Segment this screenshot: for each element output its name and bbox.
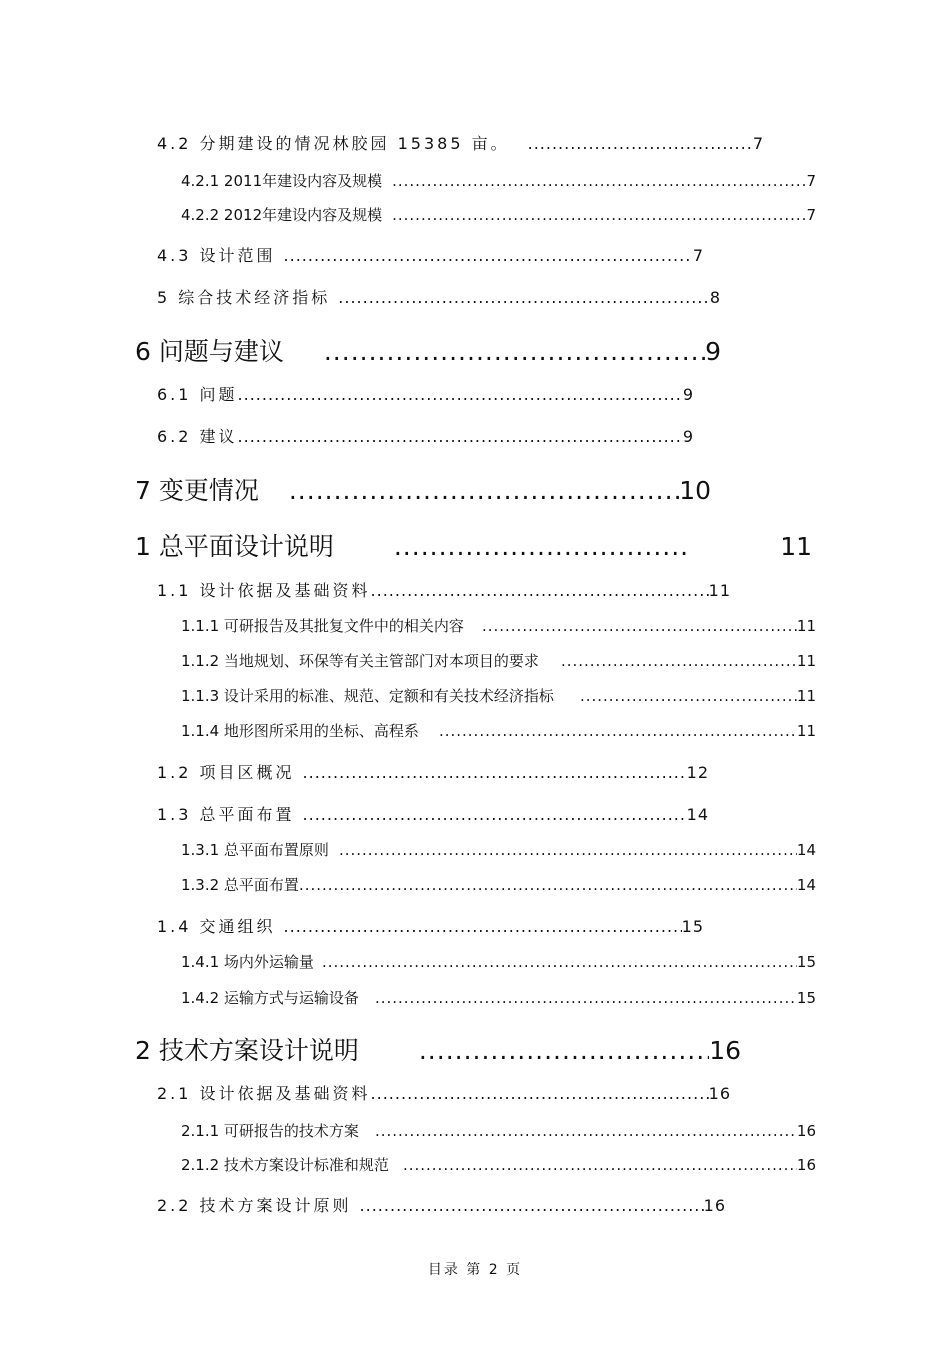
toc-chapter-page: 10 <box>679 476 711 505</box>
toc-entry-page: 11 <box>708 581 731 600</box>
toc-entry[interactable] <box>157 802 709 824</box>
toc-entry[interactable] <box>181 650 816 670</box>
toc-entry-page: 16 <box>796 1122 816 1140</box>
toc-entry-page: 15 <box>796 953 816 971</box>
toc-chapter[interactable] <box>135 1031 741 1065</box>
toc-entry-page: 16 <box>708 1084 731 1103</box>
toc-leader-dots <box>580 687 797 705</box>
toc-entry-page: 11 <box>796 617 816 635</box>
toc-leader-dots <box>419 1036 709 1065</box>
toc-entry[interactable] <box>157 382 694 404</box>
toc-leader-dots <box>528 134 753 153</box>
toc-leader-dots <box>394 532 686 561</box>
toc-entry-label: 1.3.2 总平面布置 <box>181 876 299 894</box>
toc-entry[interactable] <box>181 615 816 635</box>
toc-leader-dots <box>403 1156 797 1174</box>
toc-entry-label: 2.1 设计依据及基础资料 <box>157 1084 371 1103</box>
toc-entry-page: 14 <box>796 841 816 859</box>
toc-leader-dots <box>371 581 709 600</box>
toc-leader-dots <box>482 617 797 635</box>
toc-entry-page: 16 <box>796 1156 816 1174</box>
toc-entry[interactable] <box>181 1120 816 1140</box>
toc-entry-page: 9 <box>682 385 694 404</box>
toc-entry[interactable] <box>181 1154 816 1174</box>
toc-entry-label: 1.3 总平面布置 <box>157 805 295 824</box>
toc-entry[interactable] <box>181 204 816 224</box>
toc-leader-dots <box>392 172 806 190</box>
toc-entry-page: 11 <box>796 652 816 670</box>
toc-leader-dots <box>360 1196 704 1215</box>
toc-entry-label: 1.1.1 可研报告及其批复文件中的相关内容 <box>181 617 464 635</box>
toc-entry-label: 1.4.1 场内外运输量 <box>181 953 314 971</box>
toc-entry-page: 11 <box>796 722 816 740</box>
toc-leader-dots <box>338 288 710 307</box>
toc-entry-page: 14 <box>796 876 816 894</box>
toc-leader-dots <box>303 763 687 782</box>
toc-entry-label: 1.1.4 地形图所采用的坐标、高程系 <box>181 722 419 740</box>
toc-chapter-page: 9 <box>705 337 721 366</box>
toc-entry-page: 7 <box>806 206 816 224</box>
toc-leader-dots <box>289 476 679 505</box>
toc-leader-dots <box>238 385 683 404</box>
toc-leader-dots <box>439 722 797 740</box>
toc-entry[interactable] <box>157 424 694 446</box>
toc-entry-page: 15 <box>796 989 816 1007</box>
toc-entry[interactable] <box>181 720 816 740</box>
toc-entry-page: 9 <box>682 427 694 446</box>
toc-entry-label: 2.2 技术方案设计原则 <box>157 1196 352 1215</box>
toc-entry[interactable] <box>181 839 816 859</box>
toc-entry-label: 1.1 设计依据及基础资料 <box>157 581 371 600</box>
toc-leader-dots <box>284 246 693 265</box>
toc-entry-page: 7 <box>752 134 764 153</box>
toc-leader-dots <box>375 1122 797 1140</box>
toc-chapter[interactable] <box>135 527 812 561</box>
toc-entry-page: 16 <box>703 1196 726 1215</box>
toc-leader-dots <box>392 206 806 224</box>
toc-entry[interactable] <box>181 987 816 1007</box>
toc-entry[interactable] <box>157 1193 726 1215</box>
toc-entry-label: 1.3.1 总平面布置原则 <box>181 841 329 859</box>
toc-entry[interactable] <box>157 243 704 265</box>
toc-entry-label: 4.2 分期建设的情况林胶园 15385 亩。 <box>157 134 510 153</box>
toc-entry[interactable] <box>157 914 704 936</box>
toc-chapter-page: 16 <box>709 1036 741 1065</box>
toc-entry[interactable] <box>157 1081 731 1103</box>
toc-leader-dots <box>322 953 797 971</box>
toc-entry-label: 5 综合技术经济指标 <box>157 288 331 307</box>
toc-leader-dots <box>238 427 683 446</box>
toc-entry-page: 7 <box>692 246 704 265</box>
toc-chapter-label: 7 变更情况 <box>135 476 259 505</box>
toc-leader-dots <box>375 989 797 1007</box>
toc-entry-label: 1.4 交通组织 <box>157 917 276 936</box>
toc-entry[interactable] <box>157 760 709 782</box>
toc-entry-label: 1.2 项目区概况 <box>157 763 295 782</box>
toc-entry-page: 15 <box>681 917 704 936</box>
toc-entry-label: 1.1.3 设计采用的标准、规范、定额和有关技术经济指标 <box>181 687 554 705</box>
toc-chapter[interactable] <box>135 332 721 366</box>
toc-entry-label: 6.1 问题 <box>157 385 238 404</box>
toc-entry-page: 8 <box>709 288 721 307</box>
toc-entry-label: 1.4.2 运输方式与运输设备 <box>181 989 359 1007</box>
toc-entry[interactable] <box>157 285 721 307</box>
toc-entry-label: 1.1.2 当地规划、环保等有关主管部门对本项目的要求 <box>181 652 539 670</box>
toc-entry-label: 2.1.2 技术方案设计标准和规范 <box>181 1156 389 1174</box>
toc-entry-label: 4.2.1 2011年建设内容及规模 <box>181 172 383 190</box>
toc-entry[interactable] <box>181 874 816 894</box>
toc-entry-label: 2.1.1 可研报告的技术方案 <box>181 1122 359 1140</box>
toc-entry-page: 11 <box>796 687 816 705</box>
toc-leader-dots <box>303 805 687 824</box>
toc-leader-dots <box>339 841 797 859</box>
toc-entry-page: 12 <box>686 763 709 782</box>
toc-chapter-label: 2 技术方案设计说明 <box>135 1036 359 1065</box>
toc-leader-dots <box>561 652 797 670</box>
toc-chapter-label: 6 问题与建议 <box>135 337 284 366</box>
toc-entry[interactable] <box>157 578 731 600</box>
toc-entry[interactable] <box>157 131 764 153</box>
toc-entry-label: 4.2.2 2012年建设内容及规模 <box>181 206 383 224</box>
toc-chapter-label: 1 总平面设计说明 <box>135 532 334 561</box>
toc-leader-dots <box>324 337 705 366</box>
toc-entry[interactable] <box>181 951 816 971</box>
toc-chapter-page: 11 <box>780 532 812 561</box>
toc-entry[interactable] <box>181 685 816 705</box>
toc-entry-label: 4.3 设计范围 <box>157 246 276 265</box>
toc-leader-dots <box>299 876 797 894</box>
toc-chapter[interactable] <box>135 471 711 505</box>
toc-entry-page: 14 <box>686 805 709 824</box>
toc-leader-dots <box>371 1084 709 1103</box>
toc-entry-page: 7 <box>806 172 816 190</box>
toc-entry[interactable] <box>181 170 816 190</box>
page-footer: 目录 第 2 页 <box>427 1262 523 1278</box>
toc-leader-dots <box>284 917 682 936</box>
toc-entry-label: 6.2 建议 <box>157 427 238 446</box>
